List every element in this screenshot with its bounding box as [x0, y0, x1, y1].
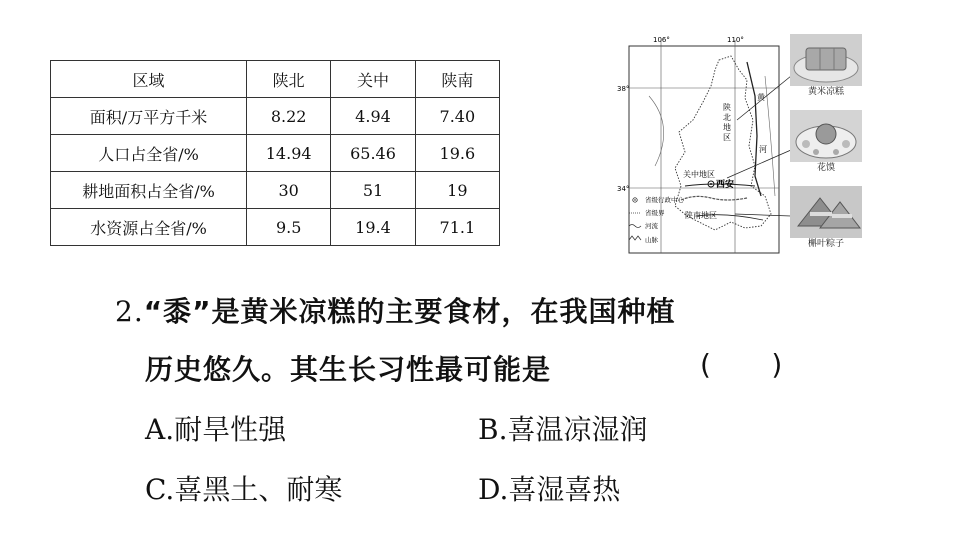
- table-cell: 人口占全省/%: [51, 135, 247, 172]
- question-line-2: [145, 348, 551, 388]
- region-label-shaanbei-4: 区: [723, 133, 731, 142]
- table-cell: 65.46: [331, 135, 415, 172]
- table-cell: 9.5: [247, 209, 331, 246]
- shaanxi-map: [615, 36, 795, 256]
- region-label-shaannan: 陕南地区: [685, 211, 717, 220]
- option-text: 喜黑土、耐寒: [174, 473, 343, 506]
- option-text: 喜湿喜热: [508, 473, 621, 506]
- region-label-shaanbei-2: 北: [723, 113, 731, 122]
- legend-label: 省级行政中心: [645, 196, 684, 204]
- food-photo-huangmi-lianggao: [790, 34, 862, 98]
- table-cell: 7.40: [415, 98, 499, 135]
- table-header-row: [51, 61, 500, 98]
- table-header-cell: 陕南: [415, 61, 499, 98]
- table-cell: 71.1: [415, 209, 499, 246]
- food-photo-huamo: [790, 110, 862, 174]
- yellow-river: [747, 62, 761, 196]
- question-line-1: [115, 290, 676, 330]
- question-text-line1: “黍”是黄米凉糕的主要食材，在我国种植: [143, 295, 676, 328]
- table-header-cell: 关中: [331, 61, 415, 98]
- lat-label: 38°: [617, 85, 630, 93]
- city-label-xian: 西安: [716, 180, 735, 190]
- table-cell: 水资源占全省/%: [51, 209, 247, 246]
- food-caption: 花馍: [816, 163, 835, 173]
- table-row: [51, 172, 500, 209]
- qinling-mountains: [681, 196, 747, 200]
- table-cell: 19: [415, 172, 499, 209]
- region-stats-table: [50, 60, 500, 246]
- table-cell: 19.4: [331, 209, 415, 246]
- map-legend: [629, 195, 685, 244]
- region-label-shaanbei-1: 陕: [723, 103, 731, 112]
- table-cell: 19.6: [415, 135, 499, 172]
- legend-label: 省级界: [645, 209, 665, 217]
- answer-bracket: ( ): [700, 348, 784, 381]
- river-label: 河: [759, 145, 767, 154]
- table-row: [51, 209, 500, 246]
- river: [765, 76, 775, 196]
- region-label-guanzhong: 关中地区: [683, 170, 715, 179]
- table-cell: 14.94: [247, 135, 331, 172]
- table-header-cell: 区域: [51, 61, 247, 98]
- table-cell: 51: [331, 172, 415, 209]
- connector-line: [735, 214, 791, 216]
- connector-line: [727, 150, 791, 178]
- lon-label: 106°: [653, 36, 670, 44]
- option-letter: B.: [478, 413, 508, 446]
- huamo-image: [790, 110, 862, 162]
- legend-label: 河流: [645, 222, 658, 230]
- question-text-line2: 历史悠久。其生长习性最可能是: [145, 353, 552, 386]
- option-letter: C.: [145, 473, 175, 506]
- river: [649, 96, 664, 166]
- huye-zongzi-image: [790, 186, 862, 238]
- option-d[interactable]: [478, 468, 620, 508]
- table-cell: 面积/万平方千米: [51, 98, 247, 135]
- option-letter: D.: [478, 473, 509, 506]
- table-row: [51, 98, 500, 135]
- table-row: [51, 135, 500, 172]
- lon-label: 110°: [727, 36, 744, 44]
- option-text: 耐旱性强: [174, 413, 287, 446]
- option-a[interactable]: [145, 408, 286, 448]
- capital-dot: [710, 183, 712, 185]
- table-cell: 30: [247, 172, 331, 209]
- option-b[interactable]: [478, 408, 648, 448]
- table-cell: 4.94: [331, 98, 415, 135]
- table-header-cell: 陕北: [247, 61, 331, 98]
- connector-line: [737, 76, 791, 120]
- region-label-shaanbei-3: 地: [723, 123, 731, 132]
- food-caption: 黄米凉糕: [807, 87, 844, 97]
- legend-label: 山脉: [645, 236, 658, 244]
- food-photo-huye-zongzi: [790, 186, 862, 250]
- option-letter: A.: [145, 413, 175, 446]
- table-cell: 耕地面积占全省/%: [51, 172, 247, 209]
- question-number: 2.: [115, 295, 144, 328]
- food-caption: 槲叶粽子: [807, 239, 844, 249]
- table-cell: 8.22: [247, 98, 331, 135]
- option-c[interactable]: [145, 468, 342, 508]
- huangmi-lianggao-image: [790, 34, 862, 86]
- option-text: 喜温凉湿润: [507, 413, 648, 446]
- lat-label: 34°: [617, 185, 630, 193]
- river-label: 黄: [757, 93, 765, 102]
